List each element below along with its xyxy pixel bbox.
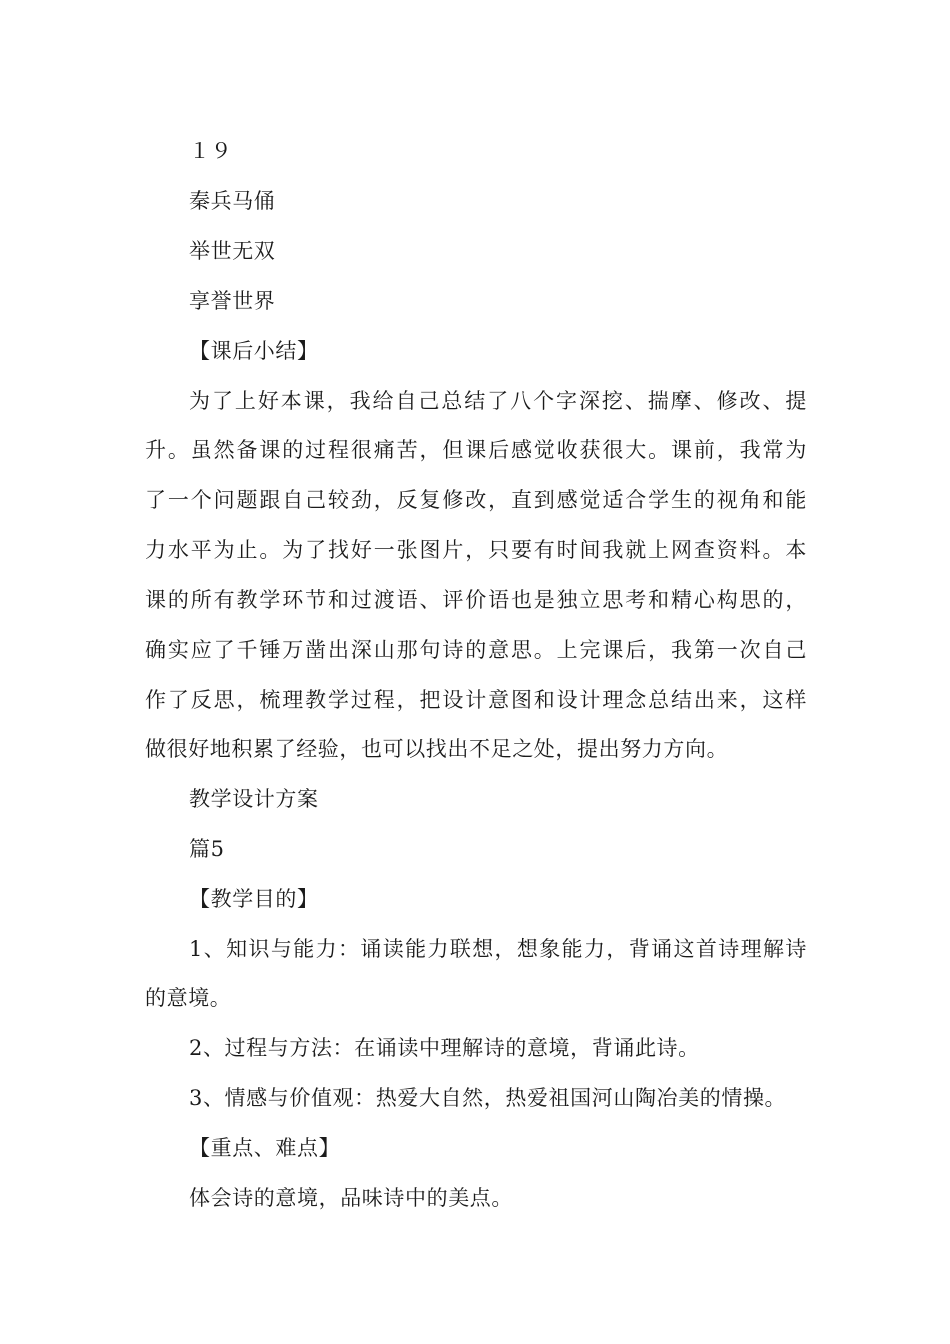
heading-line: 举世无双 — [189, 239, 276, 263]
paragraph-line: 做很好地积累了经验，也可以找出不足之处，提出努力方向。 — [145, 737, 729, 761]
paragraph-line: 作了反思，梳理教学过程，把设计意图和设计理念总结出来，这样 — [145, 688, 807, 712]
section-heading: 【课后小结】 — [189, 339, 319, 363]
paragraph-line: 力水平为止。为了找好一张图片，只要有时间我就上网查资料。本 — [145, 538, 807, 562]
heading-line: 篇5 — [189, 837, 225, 861]
section-number: １９ — [189, 139, 233, 163]
paragraph-line: 的意境。 — [145, 986, 232, 1010]
paragraph-line: 体会诗的意境，品味诗中的美点。 — [189, 1186, 513, 1210]
paragraph-line: 了一个问题跟自己较劲，反复修改，直到感觉适合学生的视角和能 — [145, 488, 807, 512]
paragraph-line: 课的所有教学环节和过渡语、评价语也是独立思考和精心构思的， — [145, 588, 807, 612]
paragraph-line: 3、情感与价值观：热爱大自然，热爱祖国河山陶冶美的情操。 — [189, 1086, 787, 1110]
heading-line: 秦兵马俑 — [189, 189, 276, 213]
heading-line: 享誉世界 — [189, 289, 276, 313]
paragraph-line: 升。虽然备课的过程很痛苦，但课后感觉收获很大。课前，我常为 — [145, 438, 807, 462]
paragraph-line: 2、过程与方法：在诵读中理解诗的意境，背诵此诗。 — [189, 1036, 700, 1060]
paragraph-line: 确实应了千锤万凿出深山那句诗的意思。上完课后，我第一次自己 — [145, 638, 807, 662]
section-heading: 【重点、难点】 — [189, 1136, 341, 1160]
paragraph-line: 1、知识与能力：诵读能力联想，想象能力，背诵这首诗理解诗 — [189, 937, 807, 961]
paragraph-line: 为了上好本课，我给自己总结了八个字深挖、揣摩、修改、提 — [189, 389, 807, 413]
section-heading: 【教学目的】 — [189, 887, 319, 911]
heading-line: 教学设计方案 — [189, 787, 319, 811]
